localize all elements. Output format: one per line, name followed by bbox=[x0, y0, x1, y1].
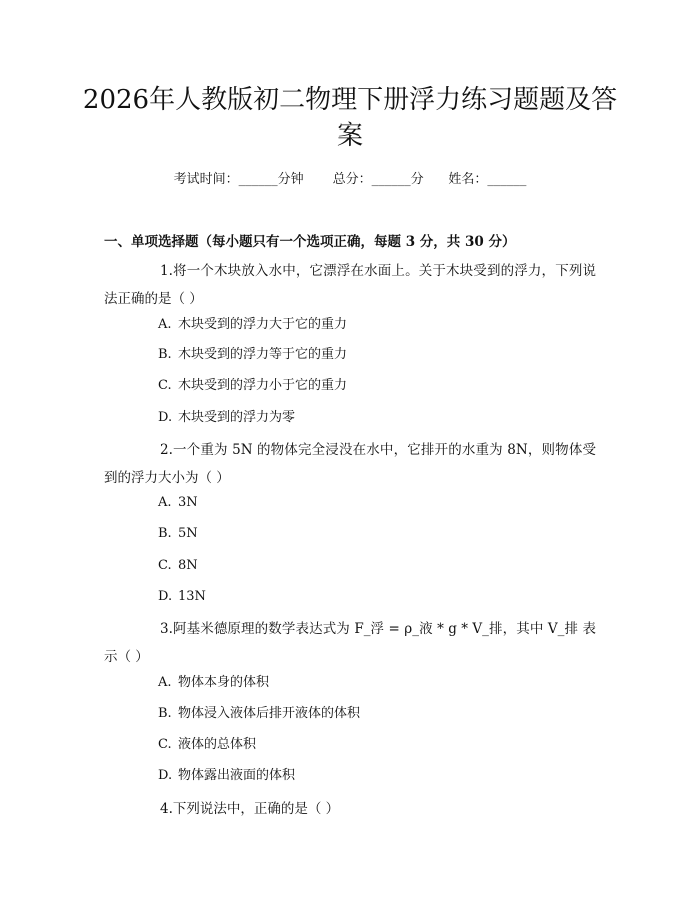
question-4-stem: 下列说法中，正确的是（ ） bbox=[172, 801, 340, 817]
exam-info-line bbox=[0, 168, 700, 187]
option-letter: B. bbox=[158, 706, 172, 721]
name-label: 姓名： bbox=[448, 172, 488, 187]
question-2-option-d bbox=[158, 588, 206, 606]
score-unit: 分 bbox=[410, 172, 424, 187]
question-3-option-d bbox=[158, 767, 295, 785]
question-1-option-a bbox=[158, 316, 347, 334]
option-text: 液体的总体积 bbox=[178, 737, 257, 752]
question-1-option-d bbox=[158, 409, 295, 427]
option-letter: D. bbox=[158, 768, 173, 783]
option-text: 物体露出液面的体积 bbox=[178, 768, 296, 783]
score-label: 总分： bbox=[332, 172, 372, 187]
option-text: 3N bbox=[178, 495, 198, 510]
option-letter: A. bbox=[158, 495, 172, 510]
option-letter: C. bbox=[158, 737, 172, 752]
time-label: 考试时间： bbox=[173, 172, 239, 187]
option-letter: A. bbox=[158, 317, 172, 332]
question-2-option-a bbox=[158, 494, 198, 512]
option-text: 物体浸入液体后排开液体的体积 bbox=[178, 706, 361, 721]
option-text: 木块受到的浮力小于它的重力 bbox=[178, 378, 348, 393]
question-3-option-b bbox=[158, 705, 360, 723]
document-title: 2026年人教版初二物理下册浮力练习题题及答案 bbox=[82, 85, 618, 151]
question-4-text bbox=[104, 795, 596, 823]
question-3-stem: 阿基米德原理的数学表达式为 F_浮 = ρ_液 * g * V_排，其中 V_排 表示（ ） bbox=[104, 621, 596, 665]
option-letter: C. bbox=[158, 558, 172, 573]
question-4-number: 4. bbox=[160, 801, 173, 817]
option-text: 8N bbox=[178, 558, 198, 573]
question-3-option-a bbox=[158, 674, 269, 692]
option-text: 5N bbox=[178, 526, 198, 541]
option-letter: D. bbox=[158, 589, 173, 604]
question-2-option-c bbox=[158, 557, 198, 575]
option-letter: A. bbox=[158, 675, 172, 690]
score-blank: ______ bbox=[371, 172, 411, 187]
option-text: 物体本身的体积 bbox=[178, 675, 270, 690]
question-2-number: 2. bbox=[160, 442, 173, 458]
question-1-number: 1. bbox=[160, 263, 173, 279]
question-1-stem: 将一个木块放入水中，它漂浮在水面上。关于木块受到的浮力，下列说法正确的是（ ） bbox=[104, 263, 596, 307]
option-letter: D. bbox=[158, 410, 173, 425]
option-letter: B. bbox=[158, 526, 172, 541]
question-3-text bbox=[104, 615, 596, 671]
question-3-number: 3. bbox=[160, 621, 173, 637]
time-unit: 分钟 bbox=[277, 172, 304, 187]
question-1-option-c bbox=[158, 377, 347, 395]
time-blank: ______ bbox=[238, 172, 278, 187]
question-2-stem: 一个重为 5N 的物体完全浸没在水中，它排开的水重为 8N，则物体受到的浮力大小为（ ） bbox=[104, 442, 596, 486]
option-text: 木块受到的浮力大于它的重力 bbox=[178, 317, 348, 332]
option-text: 13N bbox=[178, 589, 206, 604]
option-text: 木块受到的浮力等于它的重力 bbox=[178, 347, 348, 362]
section-heading: 一、单项选择题（每小题只有一个选项正确，每题 3 分，共 30 分） bbox=[104, 234, 516, 250]
question-3-option-c bbox=[158, 736, 256, 754]
question-2-text bbox=[104, 436, 596, 492]
question-2-option-b bbox=[158, 525, 198, 543]
question-1-option-b bbox=[158, 346, 347, 364]
option-letter: C. bbox=[158, 378, 172, 393]
question-1-text bbox=[104, 257, 596, 313]
option-letter: B. bbox=[158, 347, 172, 362]
option-text: 木块受到的浮力为零 bbox=[178, 410, 296, 425]
name-blank: ______ bbox=[487, 172, 527, 187]
